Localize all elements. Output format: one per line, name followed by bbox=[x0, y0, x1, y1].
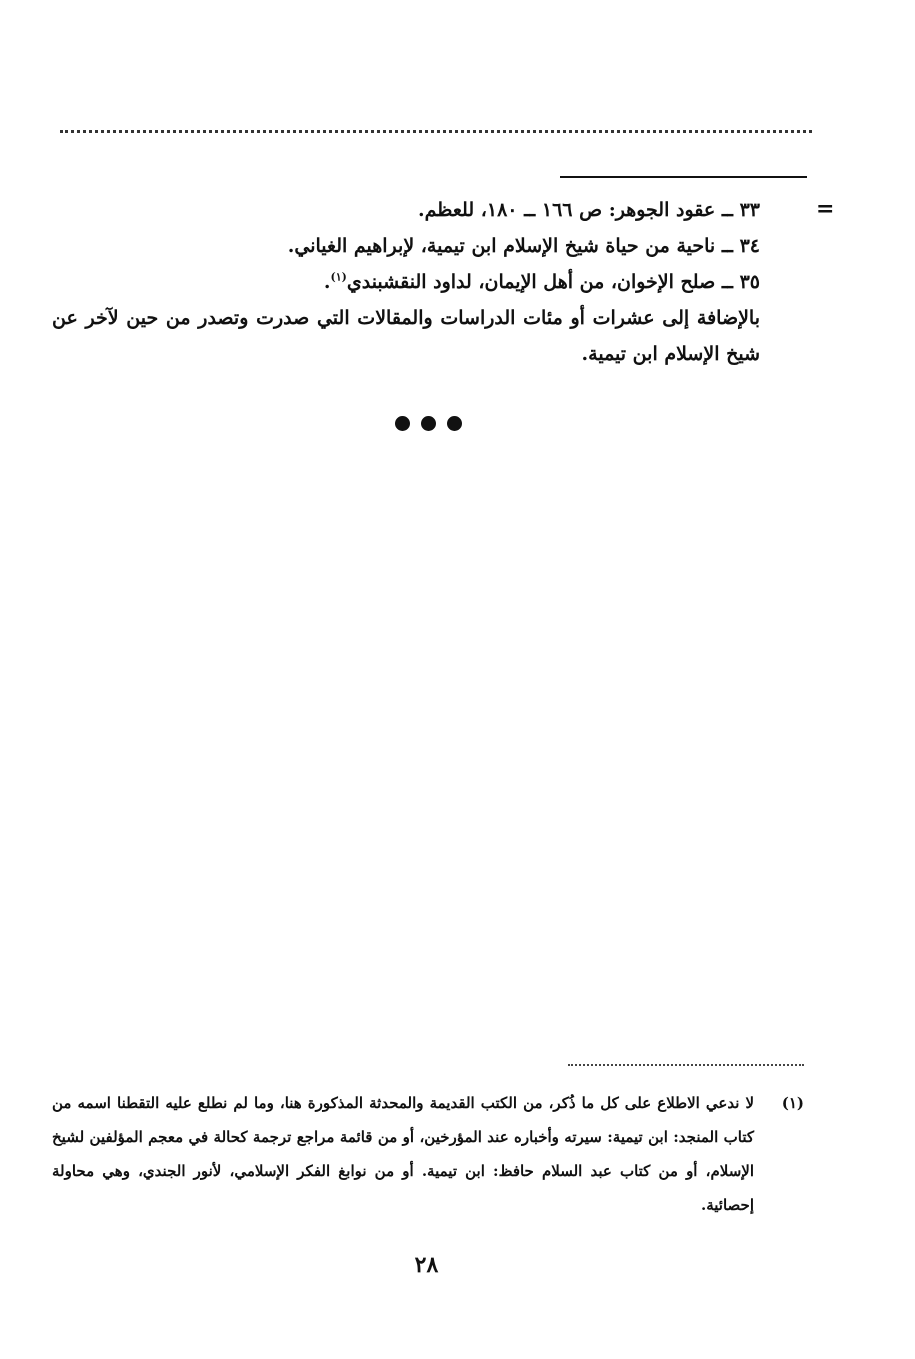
footnote bbox=[52, 1086, 804, 1222]
list-item-33: ٣٣ ــ عقود الجوهر: ص ١٦٦ ــ ١٨٠، للعظم. bbox=[418, 199, 760, 221]
section-rule bbox=[560, 176, 807, 178]
list-item-35-text: ٣٥ ــ صلح الإخوان، من أهل الإيمان، لداود النقشبندي bbox=[346, 271, 760, 293]
list-item-35 bbox=[52, 264, 760, 300]
closing-paragraph: بالإضافة إلى عشرات أو مئات الدراسات والمقالات التي صدرت وتصدر من حين لآخر عن شيخ الإسلام ابن تيمية. bbox=[52, 307, 760, 365]
continuation-mark: = bbox=[816, 196, 835, 222]
top-dotted-rule bbox=[60, 130, 812, 133]
footnote-marker: (١) bbox=[781, 1094, 804, 1112]
separator-dot bbox=[421, 416, 436, 431]
separator-dot bbox=[447, 416, 462, 431]
main-text bbox=[52, 192, 760, 372]
page-number: ٢٨ bbox=[414, 1252, 439, 1278]
footnote-text: لا ندعي الاطلاع على كل ما ذُكر، من الكتب القديمة والمحدثة المذكورة هنا، وما لم نطلع عليه التقطنا اسمه من كتاب المنجد: ابن تيمية: سيرته وأخباره عند المؤرخين، أو من قائمة مراجع ترجمة كحالة في معجم المؤلفين لشيخ الإسلام، أو من كتاب عبد السلام حافظ: ابن تيمية. أو من نوابغ الفكر الإسلامي، لأنور الجندي، وهي محاولة إحصائية. bbox=[52, 1094, 754, 1214]
list-item-34: ٣٤ ــ ناحية من حياة شيخ الإسلام ابن تيمية، لإبراهيم الغياني. bbox=[287, 235, 760, 257]
list-item-35-end: . bbox=[323, 271, 331, 293]
separator-dot bbox=[395, 416, 410, 431]
footnote-reference[interactable]: (١) bbox=[330, 270, 347, 284]
section-separator-dots bbox=[393, 412, 465, 436]
footnote-dotted-rule bbox=[568, 1064, 804, 1066]
